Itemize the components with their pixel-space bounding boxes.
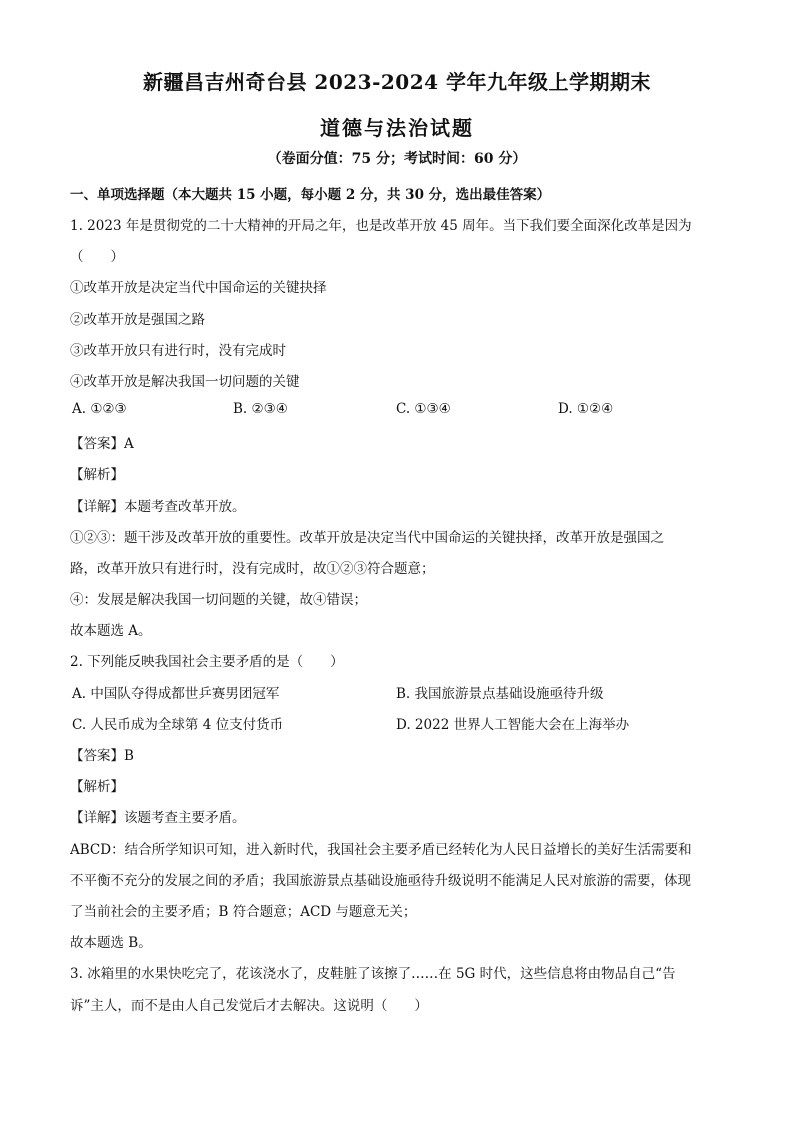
q3-stem: 3. 冰箱里的水果快吃完了，花该浇水了，皮鞋脏了该擦了……在 5G 时代，这些信息将由物品自己“告 (70, 966, 676, 982)
q1-explanation: ④：发展是解决我国一切问题的关键，故④错误； (70, 592, 367, 608)
exam-meta: （卷面分值：75 分；考试时间：60 分） (267, 151, 527, 167)
q1-explanation: 路，改革开放只有进行时，没有完成时，故①②③符合题意； (70, 561, 435, 577)
q1-statement: ②改革开放是强国之路 (70, 312, 205, 328)
q1-conclusion: 故本题选 A。 (70, 623, 152, 639)
q1-statement: ③改革开放只有进行时，没有完成时 (70, 343, 286, 359)
q2-analysis-label: 【解析】 (70, 779, 124, 795)
q1-option-d: D. ①②④ (558, 401, 614, 417)
q1-stem-bracket: （ ） (70, 249, 124, 265)
q2-option-a: A. 中国队夺得成都世乒赛男团冠军 (72, 686, 280, 702)
q2-option-b: B. 我国旅游景点基础设施亟待升级 (396, 686, 604, 702)
q2-conclusion: 故本题选 B。 (70, 935, 152, 951)
q1-option-c: C. ①③④ (396, 401, 451, 417)
exam-title: 新疆昌吉州奇台县 2023-2024 学年九年级上学期期末 (142, 70, 652, 94)
q1-detail: 【详解】本题考查改革开放。 (70, 499, 246, 515)
q1-explanation: ①②③：题干涉及改革开放的重要性。改革开放是决定当代中国命运的关键抉择，改革开放是强国之 (70, 530, 664, 546)
q2-answer: 【答案】B (70, 748, 134, 764)
q1-option-b: B. ②③④ (233, 401, 288, 417)
exam-subject: 道德与法治试题 (320, 116, 474, 140)
q1-stem: 1. 2023 年是贯彻党的二十大精神的开局之年，也是改革开放 45 周年。当下我们要全面深化改革是因为 (70, 218, 692, 234)
q2-explanation: 了当前社会的主要矛盾；B 符合题意；ACD 与题意无关； (70, 904, 417, 920)
q1-analysis-label: 【解析】 (70, 467, 124, 483)
q1-option-a: A. ①②③ (72, 401, 127, 417)
q1-statement: ①改革开放是决定当代中国命运的关键抉择 (70, 280, 327, 296)
q3-stem-cont: 诉”主人，而不是由人自己发觉后才去解决。这说明（ ） (70, 998, 428, 1014)
q2-explanation: 不平衡不充分的发展之间的矛盾；我国旅游景点基础设施亟待升级说明不能满足人民对旅游的需要，体现 (70, 873, 691, 889)
q2-stem: 2. 下列能反映我国社会主要矛盾的是（ ） (70, 654, 344, 670)
q1-answer: 【答案】A (70, 436, 134, 452)
q2-option-c: C. 人民币成为全球第 4 位支付货币 (72, 717, 284, 733)
q2-explanation: ABCD：结合所学知识可知，进入新时代，我国社会主要矛盾已经转化为人民日益增长的美好生活需要和 (70, 842, 692, 858)
section-heading: 一、单项选择题（本大题共 15 小题，每小题 2 分，共 30 分，选出最佳答案） (70, 187, 551, 203)
q2-detail: 【详解】该题考查主要矛盾。 (70, 810, 246, 826)
q2-option-d: D. 2022 世界人工智能大会在上海举办 (396, 717, 630, 733)
q1-statement: ④改革开放是解决我国一切问题的关键 (70, 374, 300, 390)
